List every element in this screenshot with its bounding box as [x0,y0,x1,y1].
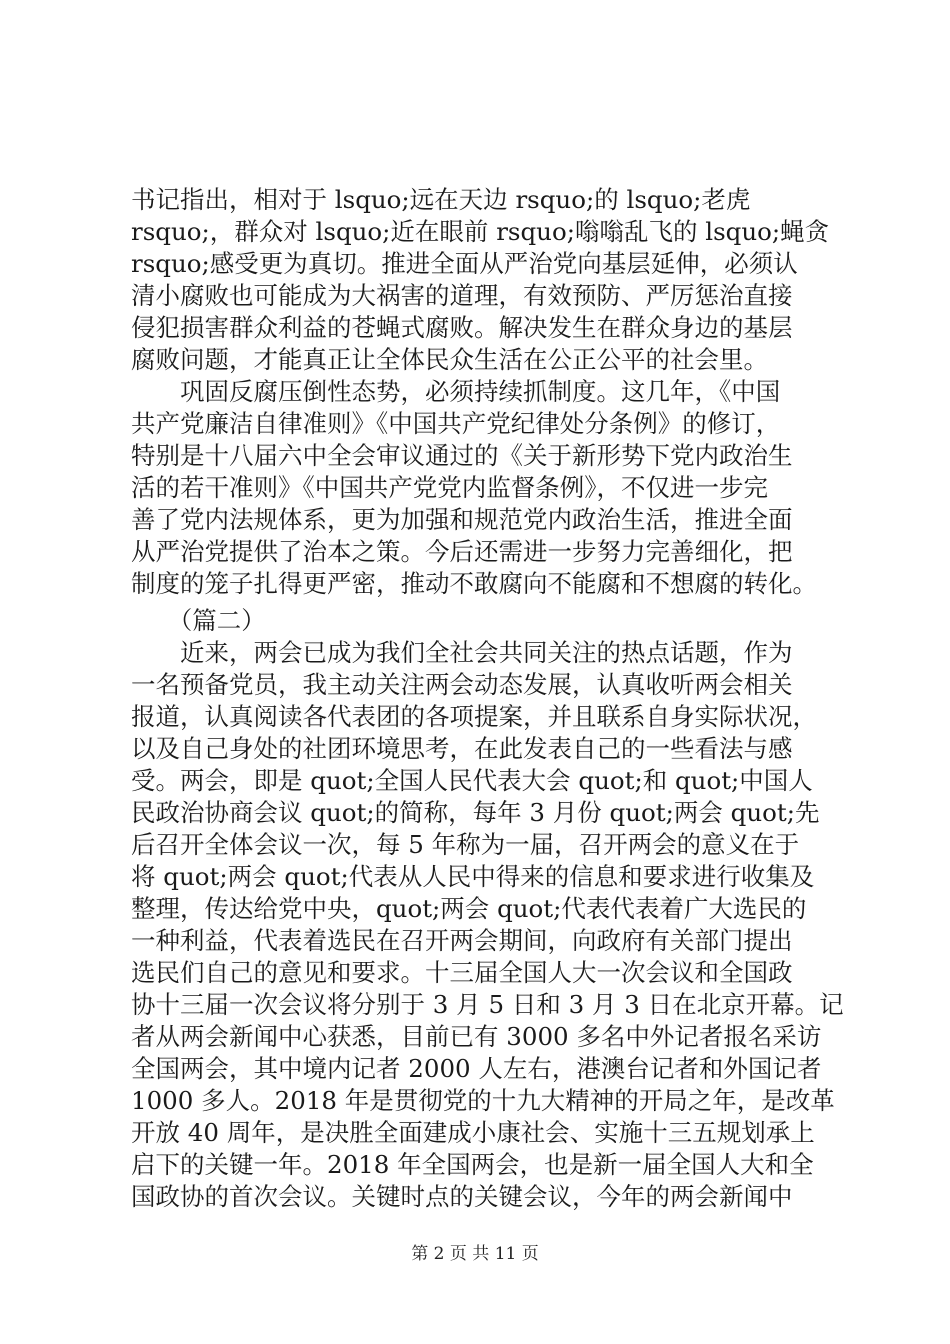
text-line: 书记指出，相对于 lsquo;远在天边 rsquo;的 lsquo;老虎 [131,185,751,214]
text-line: 活的若干准则》《中国共产党党内监督条例》，不仅进一步完 [131,473,768,502]
text-line: rsquo;感受更为真切。推进全面从严治党向基层延伸，必须认 [131,249,798,278]
section-one-body [131,184,830,600]
text-line: 近来，两会已成为我们全社会共同关注的热点话题，作为 [131,638,793,667]
text-line: 者从两会新闻中心获悉，目前已有 3000 多名中外记者报名采访 [131,1022,822,1051]
text-line: 从严治党提供了治本之策。今后还需进一步努力完善细化，把 [131,537,793,566]
page-number-footer: 第 2 页 共 11 页 [411,1244,539,1264]
text-line: 受。两会，即是 quot;全国人民代表大会 quot;和 quot;中国人 [131,766,813,795]
section-two-body [131,605,844,1213]
text-line: 后召开全体会议一次，每 5 年称为一届，召开两会的意义在于 [131,830,800,859]
text-line: 协十三届一次会议将分别于 3 月 5 日和 3 月 3 日在北京开幕。记 [131,990,844,1019]
section-heading: （篇二） [131,606,266,635]
text-line: 整理，传达给党中央，quot;两会 quot;代表代表着广大选民的 [131,894,807,923]
text-line: 腐败问题，才能真正让全体民众生活在公正公平的社会里。 [131,345,768,374]
text-line: 一名预备党员，我主动关注两会动态发展，认真收听两会相关 [131,670,793,699]
text-line: 报道，认真阅读各代表团的各项提案，并且联系自身实际状况， [131,702,817,731]
text-line: 开放 40 周年，是决胜全面建成小康社会、实施十三五规划承上 [131,1118,815,1147]
text-line: 侵犯损害群众利益的苍蝇式腐败。解决发生在群众身边的基层 [131,313,793,342]
text-line: 特别是十八届六中全会审议通过的《关于新形势下党内政治生 [131,441,793,470]
text-line: 制度的笼子扎得更严密，推动不敢腐向不能腐和不想腐的转化。 [131,569,817,598]
text-line: 将 quot;两会 quot;代表从人民中得来的信息和要求进行收集及 [131,862,815,891]
text-line: 全国两会，其中境内记者 2000 人左右，港澳台记者和外国记者 [131,1054,822,1083]
text-line: 国政协的首次会议。关键时点的关键会议，今年的两会新闻中 [131,1182,793,1211]
text-line: 启下的关键一年。2018 年全国两会，也是新一届全国人大和全 [131,1150,814,1179]
text-line: 选民们自己的意见和要求。十三届全国人大一次会议和全国政 [131,958,793,987]
text-line: 巩固反腐压倒性态势，必须持续抓制度。这几年，《中国 [131,377,781,406]
text-line: 善了党内法规体系，更为加强和规范党内政治生活，推进全面 [131,505,793,534]
text-line: 共产党廉洁自律准则》《中国共产党纪律处分条例》的修订， [131,409,781,438]
text-line: 以及自己身处的社团环境思考，在此发表自己的一些看法与感 [131,734,793,763]
text-line: 清小腐败也可能成为大祸害的道理，有效预防、严厉惩治直接 [131,281,793,310]
text-line: 1000 多人。2018 年是贯彻党的十九大精神的开局之年，是改革 [131,1086,835,1115]
text-line: 民政治协商会议 quot;的简称，每年 3 月份 quot;两会 quot;先 [131,798,820,827]
text-line: 一种利益，代表着选民在召开两会期间，向政府有关部门提出 [131,926,793,955]
text-line: rsquo;，群众对 lsquo;近在眼前 rsquo;嗡嗡乱飞的 lsquo;蝇贪 [131,217,830,246]
